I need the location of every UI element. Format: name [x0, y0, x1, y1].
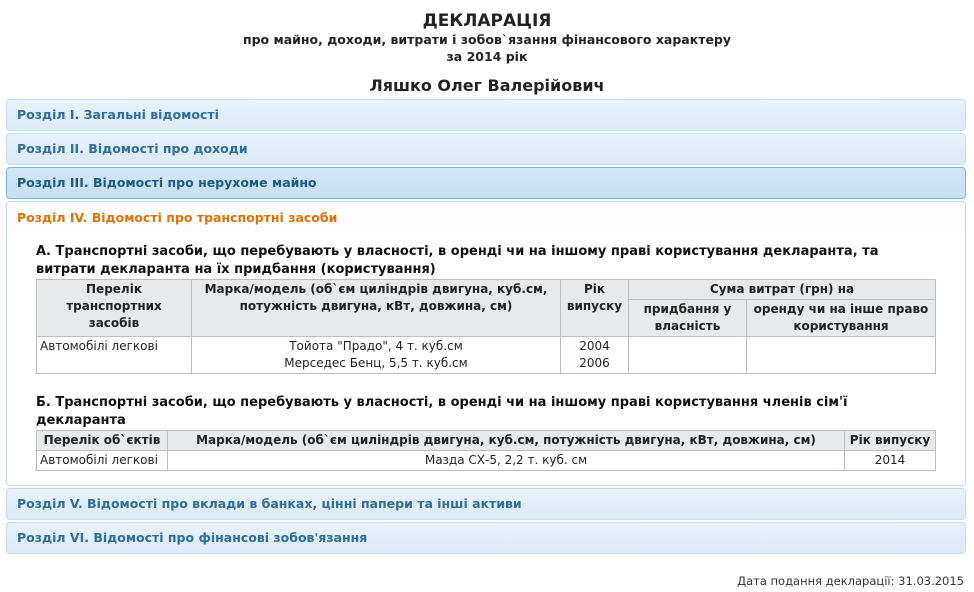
part-a-col-year: Рік випуску — [561, 280, 629, 337]
part-b-type-cell: Автомобілі легкові — [37, 451, 168, 471]
part-b-heading: Б. Транспортні засоби, що перебувають у власності, в оренді чи на іншому праві користування членів сім'ї декларанта — [36, 395, 848, 428]
part-a-year-2: 2006 — [579, 356, 610, 370]
part-a-heading: А. Транспортні засоби, що перебувають у власності, в оренді чи на іншому праві користування декларанта, та витрати декларанта на їх придбання (користування) — [36, 244, 879, 277]
sections-accordion — [6, 99, 966, 554]
table-row — [37, 451, 936, 471]
part-a-model-2: Мерседес Бенц, 5,5 т. куб.см — [284, 356, 468, 370]
part-a-type-cell: Автомобілі легкові — [37, 337, 192, 374]
submission-date: Дата подання декларації: 31.03.2015 — [737, 574, 964, 588]
part-b-col-model: Марка/модель (об`єм циліндрів двигуна, куб.см, потужність двигуна, кВт, довжина, см) — [168, 431, 845, 451]
section-4-header[interactable]: Розділ IV. Відомості про транспортні засоби — [6, 201, 966, 233]
part-b-year-cell: 2014 — [845, 451, 936, 471]
document-subtitle: про майно, доходи, витрати і зобов`язання фінансового характеру — [242, 32, 732, 47]
part-a-col-rent: оренду чи на інше право користування — [747, 300, 936, 337]
part-b-col-type: Перелік об`єктів — [37, 431, 168, 451]
declaration-header — [0, 11, 974, 97]
section-5-header[interactable]: Розділ V. Відомості про вклади в банках, цінні папери та інші активи — [6, 488, 966, 520]
part-a-col-model: Марка/модель (об`єм циліндрів двигуна, куб.см, потужність двигуна, кВт, довжина, см) — [192, 280, 561, 337]
part-a-model-cell — [192, 337, 561, 374]
section-4-content — [6, 233, 966, 486]
part-a-col-type: Перелік транспортних засобів — [37, 280, 192, 337]
declarant-name: Ляшко Олег Валерійович — [369, 76, 605, 95]
part-a-buy-cell — [629, 337, 747, 374]
part-a-col-buy: придбання у власність — [629, 300, 747, 337]
section-1-header[interactable]: Розділ I. Загальні відомості — [6, 99, 966, 131]
part-b-model-cell: Мазда СХ-5, 2,2 т. куб. см — [168, 451, 845, 471]
part-a-model-1: Тойота "Прадо", 4 т. куб.см — [289, 339, 463, 353]
part-a-table — [36, 279, 936, 374]
table-row — [37, 337, 936, 374]
part-a-col-sum: Сума витрат (грн) на — [629, 280, 936, 300]
part-a-year-cell — [561, 337, 629, 374]
section-3-header[interactable]: Розділ III. Відомості про нерухоме майно — [6, 167, 966, 199]
part-b-table — [36, 430, 936, 471]
part-b-col-year: Рік випуску — [845, 431, 936, 451]
document-year: за 2014 рік — [446, 49, 528, 64]
part-a-rent-cell — [747, 337, 936, 374]
document-title: ДЕКЛАРАЦІЯ — [422, 11, 552, 31]
part-a-year-1: 2004 — [579, 339, 610, 353]
section-2-header[interactable]: Розділ II. Відомості про доходи — [6, 133, 966, 165]
section-6-header[interactable]: Розділ VI. Відомості про фінансові зобов'язання — [6, 522, 966, 554]
